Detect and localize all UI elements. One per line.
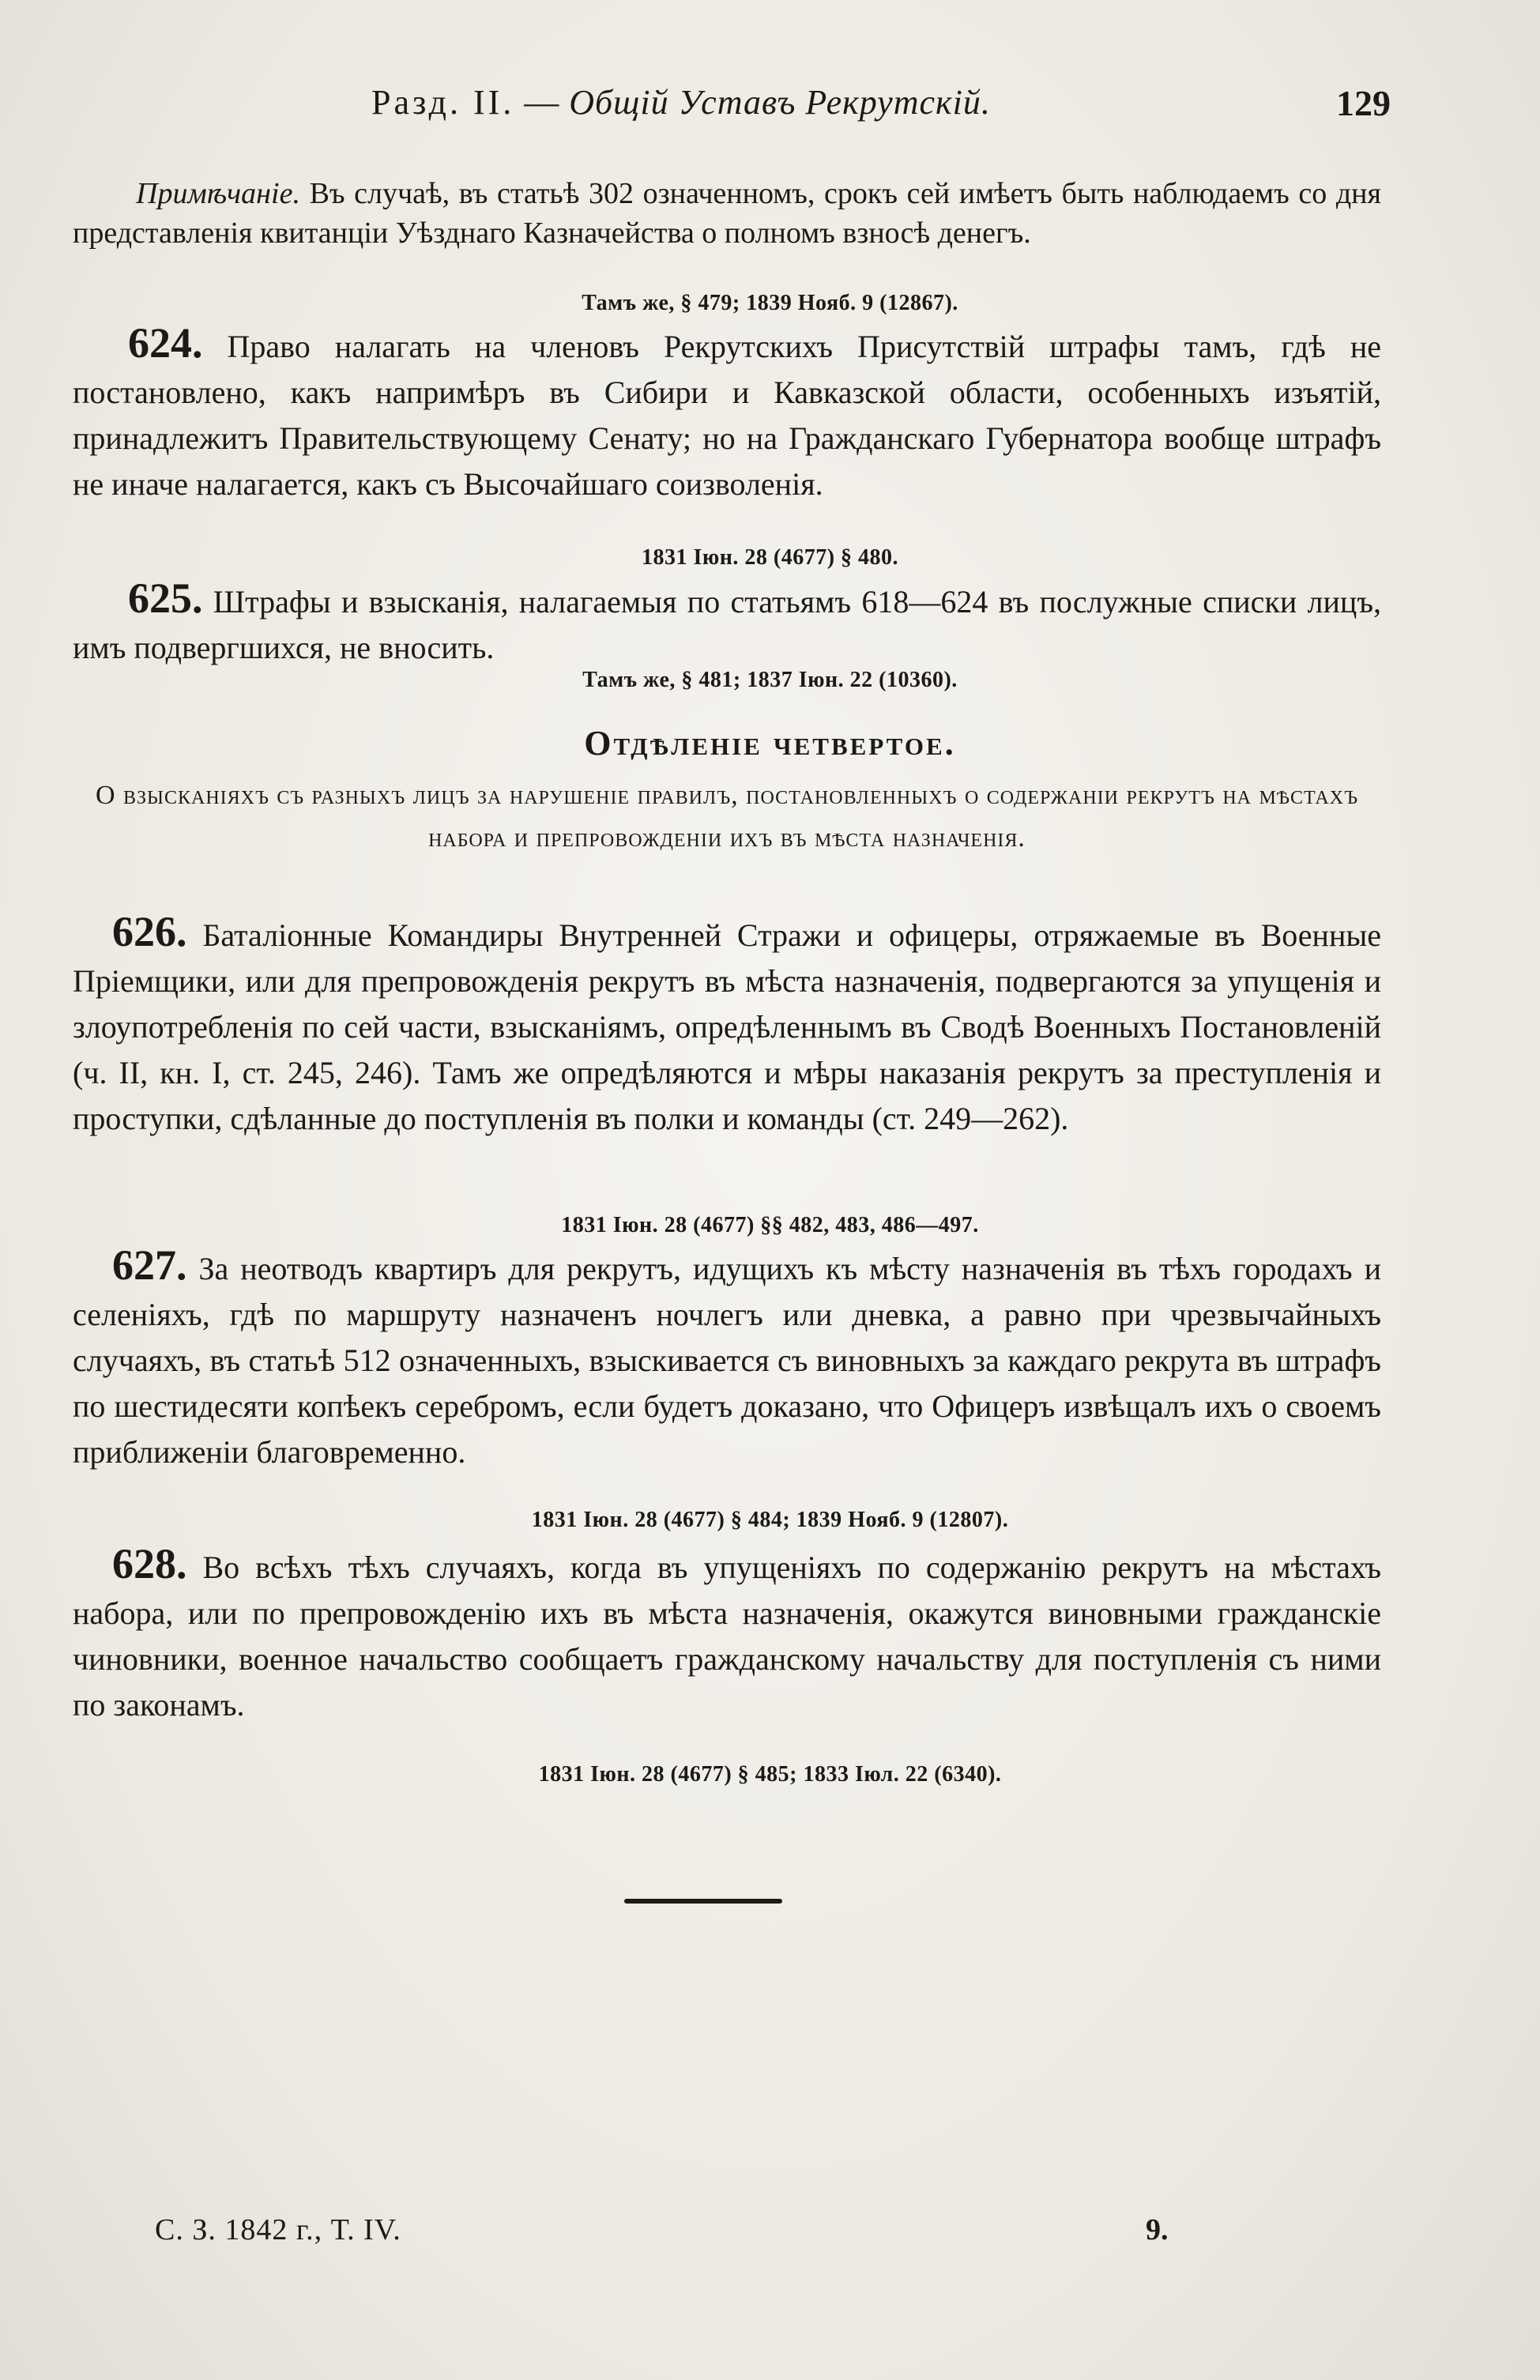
article-text: Штрафы и взысканія, налагаемыя по статьямъ 618—624 въ послужные списки лицъ, имъ подвергшихся, не вносить.	[73, 584, 1381, 665]
article-number: 625.	[128, 574, 203, 622]
article-source: 1831 Іюн. 28 (4677) §§ 482, 483, 486—497.	[561, 1213, 979, 1237]
note-label: Примѣчаніе.	[136, 177, 300, 210]
article-text: Во всѣхъ тѣхъ случаяхъ, когда въ упущеніяхъ по содержанію рекрутъ на мѣстахъ набора, или по препровожденію ихъ въ мѣста назначенія, окажутся виновными гражданскіе чиновники, военное начальство сообщаетъ гражданскому начальству для поступленія съ ними по законамъ.	[73, 1550, 1381, 1723]
running-header	[371, 82, 1391, 137]
end-rule	[624, 1899, 782, 1904]
header-section: Разд. II.	[371, 83, 515, 122]
header-title	[371, 82, 991, 122]
note-paragraph	[73, 174, 1381, 253]
footer-signature: 9.	[1146, 2213, 1169, 2246]
article-624	[73, 320, 1381, 507]
article-number: 626.	[112, 908, 187, 955]
article-625	[73, 575, 1381, 671]
article-number: 627.	[112, 1241, 187, 1289]
article-number: 624.	[128, 319, 203, 367]
article-source: Тамъ же, § 481; 1837 Іюн. 22 (10360).	[582, 668, 958, 692]
article-628	[73, 1541, 1381, 1728]
footer-edition: С. З. 1842 г., Т. IV.	[155, 2213, 401, 2246]
note-source: Тамъ же, § 479; 1839 Нояб. 9 (12867).	[582, 291, 958, 315]
note-text: Въ случаѣ, въ статьѣ 302 означенномъ, срокъ сей имѣетъ быть наблюдаемъ со дня представленія квитанціи Уѣзднаго Казначейства о полномъ взносѣ денегъ.	[73, 177, 1381, 250]
header-dash: —	[514, 83, 570, 122]
article-text: Право налагать на членовъ Рекрутскихъ Присутствій штрафы тамъ, гдѣ не постановлено, какъ напримѣръ въ Сибири и Кавказской области, особенныхъ изъятій, принадлежитъ Правительствующему Сенату; но на Гражданскаго Губернатора вообще штрафъ не иначе налагается, какъ съ Высочайшаго соизволенія.	[73, 329, 1381, 502]
article-text: Баталіонные Командиры Внутренней Стражи и офицеры, отряжаемые въ Военные Пріемщики, или для препровожденія рекрутъ въ мѣста назначенія, подвергаются за упущенія и злоупотребленія по сей части, взысканіямъ, опредѣленнымъ въ Сводѣ Военныхъ Постановленій (ч. II, кн. I, ст. 245, 246). Тамъ же опредѣляются и мѣры наказанія рекрутъ за преступленія и проступки, сдѣланные до поступленія въ полки и команды (ст. 249—262).	[73, 917, 1381, 1136]
article-number: 628.	[112, 1540, 187, 1587]
page-number: 129	[1336, 83, 1391, 123]
section-subtitle: О взысканіяхъ съ разныхъ лицъ за нарушеніе правилъ, постановленныхъ о содержаніи рекрутъ на мѣстахъ набора и препровожденіи ихъ въ мѣста назначенія.	[95, 781, 1359, 853]
article-source: 1831 Іюн. 28 (4677) § 480.	[641, 545, 899, 570]
article-626	[73, 909, 1381, 1142]
article-text: За неотводъ квартиръ для рекрутъ, идущихъ къ мѣсту назначенія въ тѣхъ городахъ и селеніяхъ, гдѣ по маршруту назначенъ ночлегъ или дневка, а равно при чрезвычайныхъ случаяхъ, въ статьѣ 512 означенныхъ, взыскивается съ виновныхъ за каждаго рекрута въ штрафъ по шестидесяти копѣекъ серебромъ, если будетъ доказано, что Офицеръ извѣщалъ ихъ о своемъ приближеніи благовременно.	[73, 1251, 1381, 1470]
article-627	[73, 1242, 1381, 1475]
section-title: Отдѣленіе четвертое.	[584, 724, 956, 763]
article-source: 1831 Іюн. 28 (4677) § 484; 1839 Нояб. 9 (12807).	[531, 1508, 1009, 1532]
header-statute-title: Общій Уставъ Рекрутскій.	[569, 83, 991, 122]
article-source: 1831 Іюн. 28 (4677) § 485; 1833 Іюл. 22 (6340).	[538, 1762, 1002, 1787]
